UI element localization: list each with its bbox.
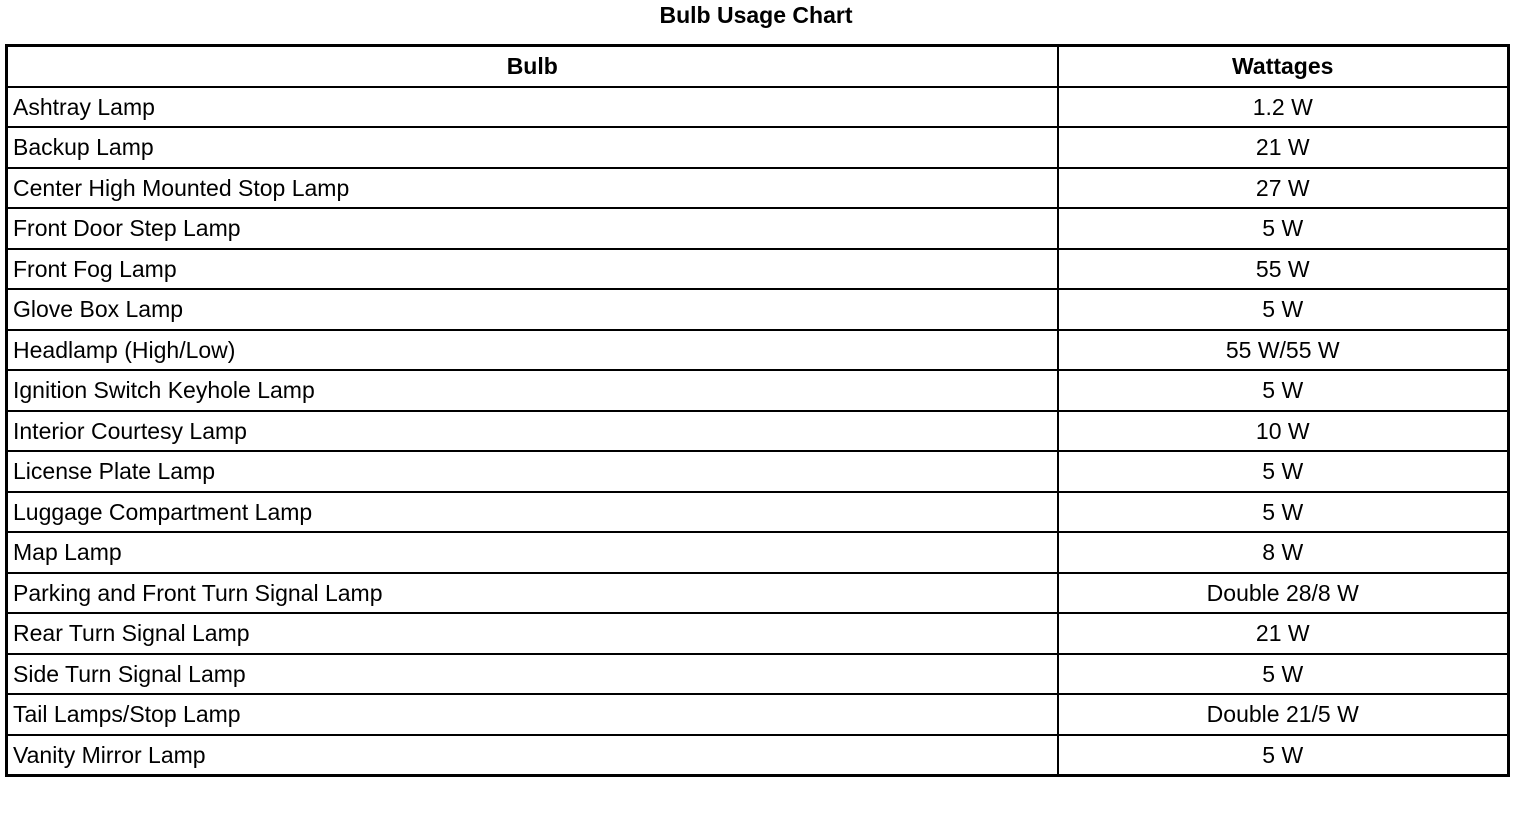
wattage-cell: 21 W (1058, 127, 1509, 168)
header-wattages: Wattages (1058, 46, 1509, 87)
wattage-cell: 5 W (1058, 492, 1509, 533)
wattage-cell: 10 W (1058, 411, 1509, 452)
table-row (7, 532, 1509, 573)
table-row (7, 492, 1509, 533)
page-title: Bulb Usage Chart (659, 2, 853, 28)
bulb-name-cell: Front Door Step Lamp (7, 208, 1058, 249)
wattage-cell: 21 W (1058, 613, 1509, 654)
bulb-name-cell: Headlamp (High/Low) (7, 330, 1058, 371)
wattage-cell: Double 21/5 W (1058, 694, 1509, 735)
bulb-name-cell: Luggage Compartment Lamp (7, 492, 1058, 533)
wattage-cell: 5 W (1058, 289, 1509, 330)
table-body (7, 87, 1509, 776)
table-row (7, 289, 1509, 330)
bulb-name-cell: Map Lamp (7, 532, 1058, 573)
bulb-name-cell: Front Fog Lamp (7, 249, 1058, 290)
bulb-name-cell: Side Turn Signal Lamp (7, 654, 1058, 695)
bulb-name-cell: Tail Lamps/Stop Lamp (7, 694, 1058, 735)
table-row (7, 613, 1509, 654)
wattage-cell: 5 W (1058, 208, 1509, 249)
bulb-name-cell: Vanity Mirror Lamp (7, 735, 1058, 776)
table-row (7, 573, 1509, 614)
table-row (7, 330, 1509, 371)
header-row (7, 46, 1509, 87)
table-row (7, 168, 1509, 209)
bulb-name-cell: License Plate Lamp (7, 451, 1058, 492)
bulb-name-cell: Rear Turn Signal Lamp (7, 613, 1058, 654)
table-row (7, 87, 1509, 128)
bulb-name-cell: Interior Courtesy Lamp (7, 411, 1058, 452)
bulb-name-cell: Center High Mounted Stop Lamp (7, 168, 1058, 209)
table-row (7, 654, 1509, 695)
wattage-cell: 55 W (1058, 249, 1509, 290)
table-row (7, 451, 1509, 492)
wattage-cell: 5 W (1058, 735, 1509, 776)
table-row (7, 411, 1509, 452)
table-row (7, 735, 1509, 776)
header-bulb: Bulb (7, 46, 1058, 87)
bulb-name-cell: Backup Lamp (7, 127, 1058, 168)
bulb-name-cell: Ignition Switch Keyhole Lamp (7, 370, 1058, 411)
table-row (7, 249, 1509, 290)
table-row (7, 208, 1509, 249)
table-header (7, 46, 1509, 87)
wattage-cell: 55 W/55 W (1058, 330, 1509, 371)
wattage-cell: 8 W (1058, 532, 1509, 573)
bulb-name-cell: Glove Box Lamp (7, 289, 1058, 330)
bulb-name-cell: Parking and Front Turn Signal Lamp (7, 573, 1058, 614)
bulb-name-cell: Ashtray Lamp (7, 87, 1058, 128)
table-row (7, 370, 1509, 411)
wattage-cell: 27 W (1058, 168, 1509, 209)
table-row (7, 127, 1509, 168)
table-row (7, 694, 1509, 735)
wattage-cell: 1.2 W (1058, 87, 1509, 128)
wattage-cell: 5 W (1058, 654, 1509, 695)
wattage-cell: 5 W (1058, 370, 1509, 411)
wattage-cell: 5 W (1058, 451, 1509, 492)
wattage-cell: Double 28/8 W (1058, 573, 1509, 614)
bulb-usage-table (5, 44, 1510, 777)
